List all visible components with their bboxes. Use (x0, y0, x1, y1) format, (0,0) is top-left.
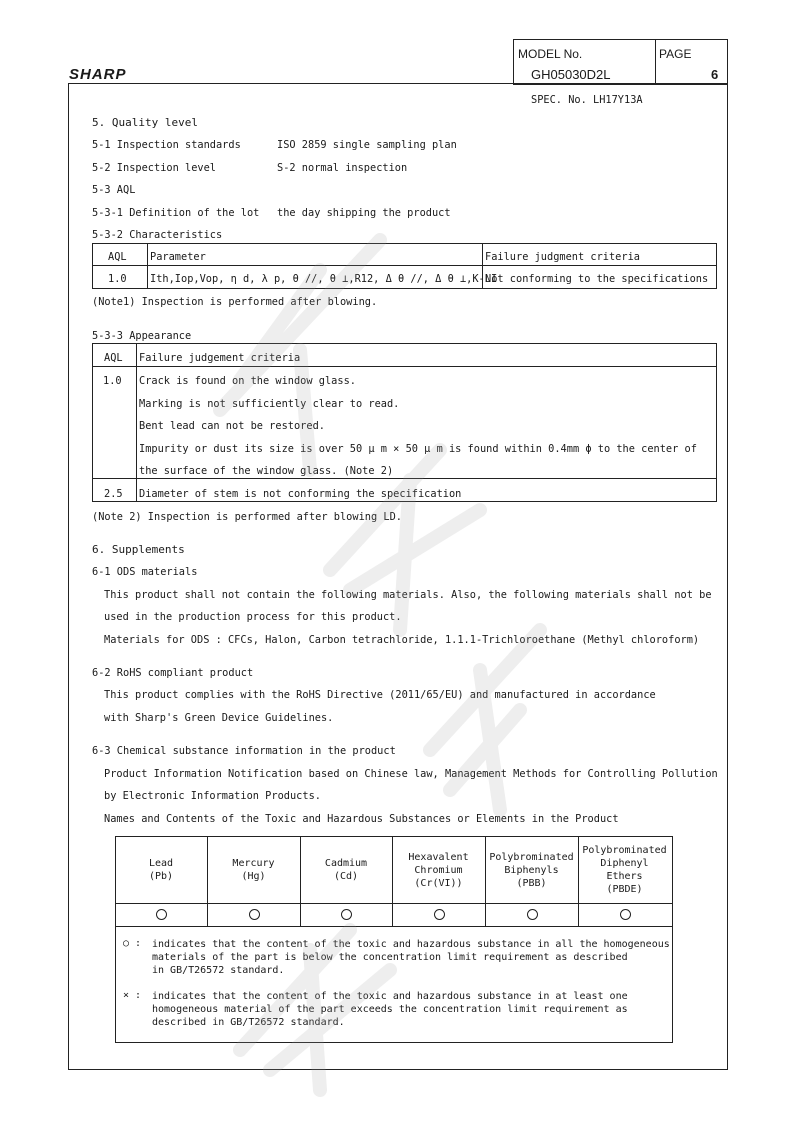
rohs-heading: 6-2 RoHS compliant product (92, 667, 254, 679)
chem-line: Names and Contents of the Toxic and Hazardous Substances or Elements in the Product (104, 813, 619, 825)
lead-circle-icon (156, 909, 167, 920)
char-row-criteria: Not conforming to the specifications (485, 273, 709, 285)
rohs-line: This product complies with the RoHS Directive (2011/65/EU) and manufactured in accordance (104, 689, 656, 701)
section-supplements-heading: 6. Supplements (92, 543, 185, 556)
lot-definition-value: the day shipping the product (277, 207, 451, 219)
inspection-standards-label: 5-1 Inspection standards (92, 139, 241, 151)
ods-line: Materials for ODS : CFCs, Halon, Carbon tetrachloride, 1.1.1-Trichloroethane (Methyl chloroform) (104, 634, 700, 646)
ods-line: used in the production process for this product. (104, 611, 402, 623)
header-chromium: Hexavalent Chromium (Cr(VI)) (408, 852, 469, 889)
appear-aql-1: 1.0 (103, 375, 122, 387)
model-label: MODEL No. (518, 47, 583, 61)
section-quality-heading: 5. Quality level (92, 116, 198, 129)
characteristics-heading: 5-3-2 Characteristics (92, 229, 223, 241)
header-pbb: Polybrominated Biphenyls (PBB) (489, 852, 574, 889)
appear-line: Marking is not sufficiently clear to read. (139, 398, 400, 410)
char-header-criteria: Failure judgment criteria (485, 251, 640, 263)
appear-line: the surface of the window glass. (Note 2) (139, 465, 394, 477)
page-label: PAGE (659, 47, 692, 61)
chem-line: by Electronic Information Products. (104, 790, 321, 802)
char-row-parameter: Ith,Iop,Vop, η d, λ p, θ //, θ ⊥,R12, Δ θ //, Δ θ ⊥,K-LI (150, 273, 498, 285)
chem-heading: 6-3 Chemical substance information in the product (92, 745, 396, 757)
inspection-level-value: S-2 normal inspection (277, 162, 408, 174)
header-pbde: Polybrominated Diphenyl Ethers (PBDE) (582, 845, 667, 895)
appear-line: Bent lead can not be restored. (139, 420, 325, 432)
ods-line: This product shall not contain the following materials. Also, the following materials shall not be (104, 589, 712, 601)
char-header-parameter: Parameter (150, 251, 206, 263)
aql-heading: 5-3 AQL (92, 184, 136, 196)
note2: (Note 2) Inspection is performed after blowing LD. (92, 511, 402, 523)
page-number: 6 (711, 67, 719, 82)
ods-heading: 6-1 ODS materials (92, 566, 198, 578)
char-header-aql: AQL (108, 251, 127, 263)
char-row-aql: 1.0 (108, 273, 127, 285)
cross-legend-symbol: × : (123, 990, 142, 1001)
header-cadmium: Cadmium (Cd) (324, 858, 368, 882)
rohs-line: with Sharp's Green Device Guidelines. (104, 712, 334, 724)
appear-header-aql: AQL (104, 352, 123, 364)
header-lead: Lead (Pb) (148, 858, 174, 882)
circle-legend-text: indicates that the content of the toxic and hazardous substance in all the homogeneous materials of the part is below the concentration limit requirement as described in GB/T26572 standard. (152, 939, 670, 976)
cross-legend-text: indicates that the content of the toxic and hazardous substance in at least one homogeneous material of the part exceeds the concentration limit requirement as described in GB/T26572 standard. (152, 991, 628, 1028)
appear-line: Impurity or dust its size is over 50 μ m × 50 μ m is found within 0.4mm ϕ to the center of (139, 443, 697, 455)
appear-header-criteria: Failure judgement criteria (139, 352, 301, 364)
inspection-standards-value: ISO 2859 single sampling plan (277, 139, 457, 151)
appear-line: Crack is found on the window glass. (139, 375, 356, 387)
note1: (Note1) Inspection is performed after blowing. (92, 296, 378, 308)
spec-number: SPEC. No. LH17Y13A (531, 94, 643, 106)
chem-line: Product Information Notification based on Chinese law, Management Methods for Controlling Pollution (104, 768, 718, 780)
header-mercury: Mercury (Hg) (232, 858, 275, 882)
appearance-heading: 5-3-3 Appearance (92, 330, 192, 342)
circle-legend-symbol: ○ : (123, 938, 142, 949)
lot-definition-label: 5-3-1 Definition of the lot (92, 207, 260, 219)
appear-aql-2: 2.5 (104, 488, 123, 500)
watermark (180, 150, 610, 1100)
inspection-level-label: 5-2 Inspection level (92, 162, 216, 174)
sharp-logo: SHARP (69, 66, 127, 83)
pbde-circle-icon (620, 909, 631, 920)
model-value: GH05030D2L (531, 67, 611, 82)
appear-line-stem: Diameter of stem is not conforming the specification (139, 488, 462, 500)
